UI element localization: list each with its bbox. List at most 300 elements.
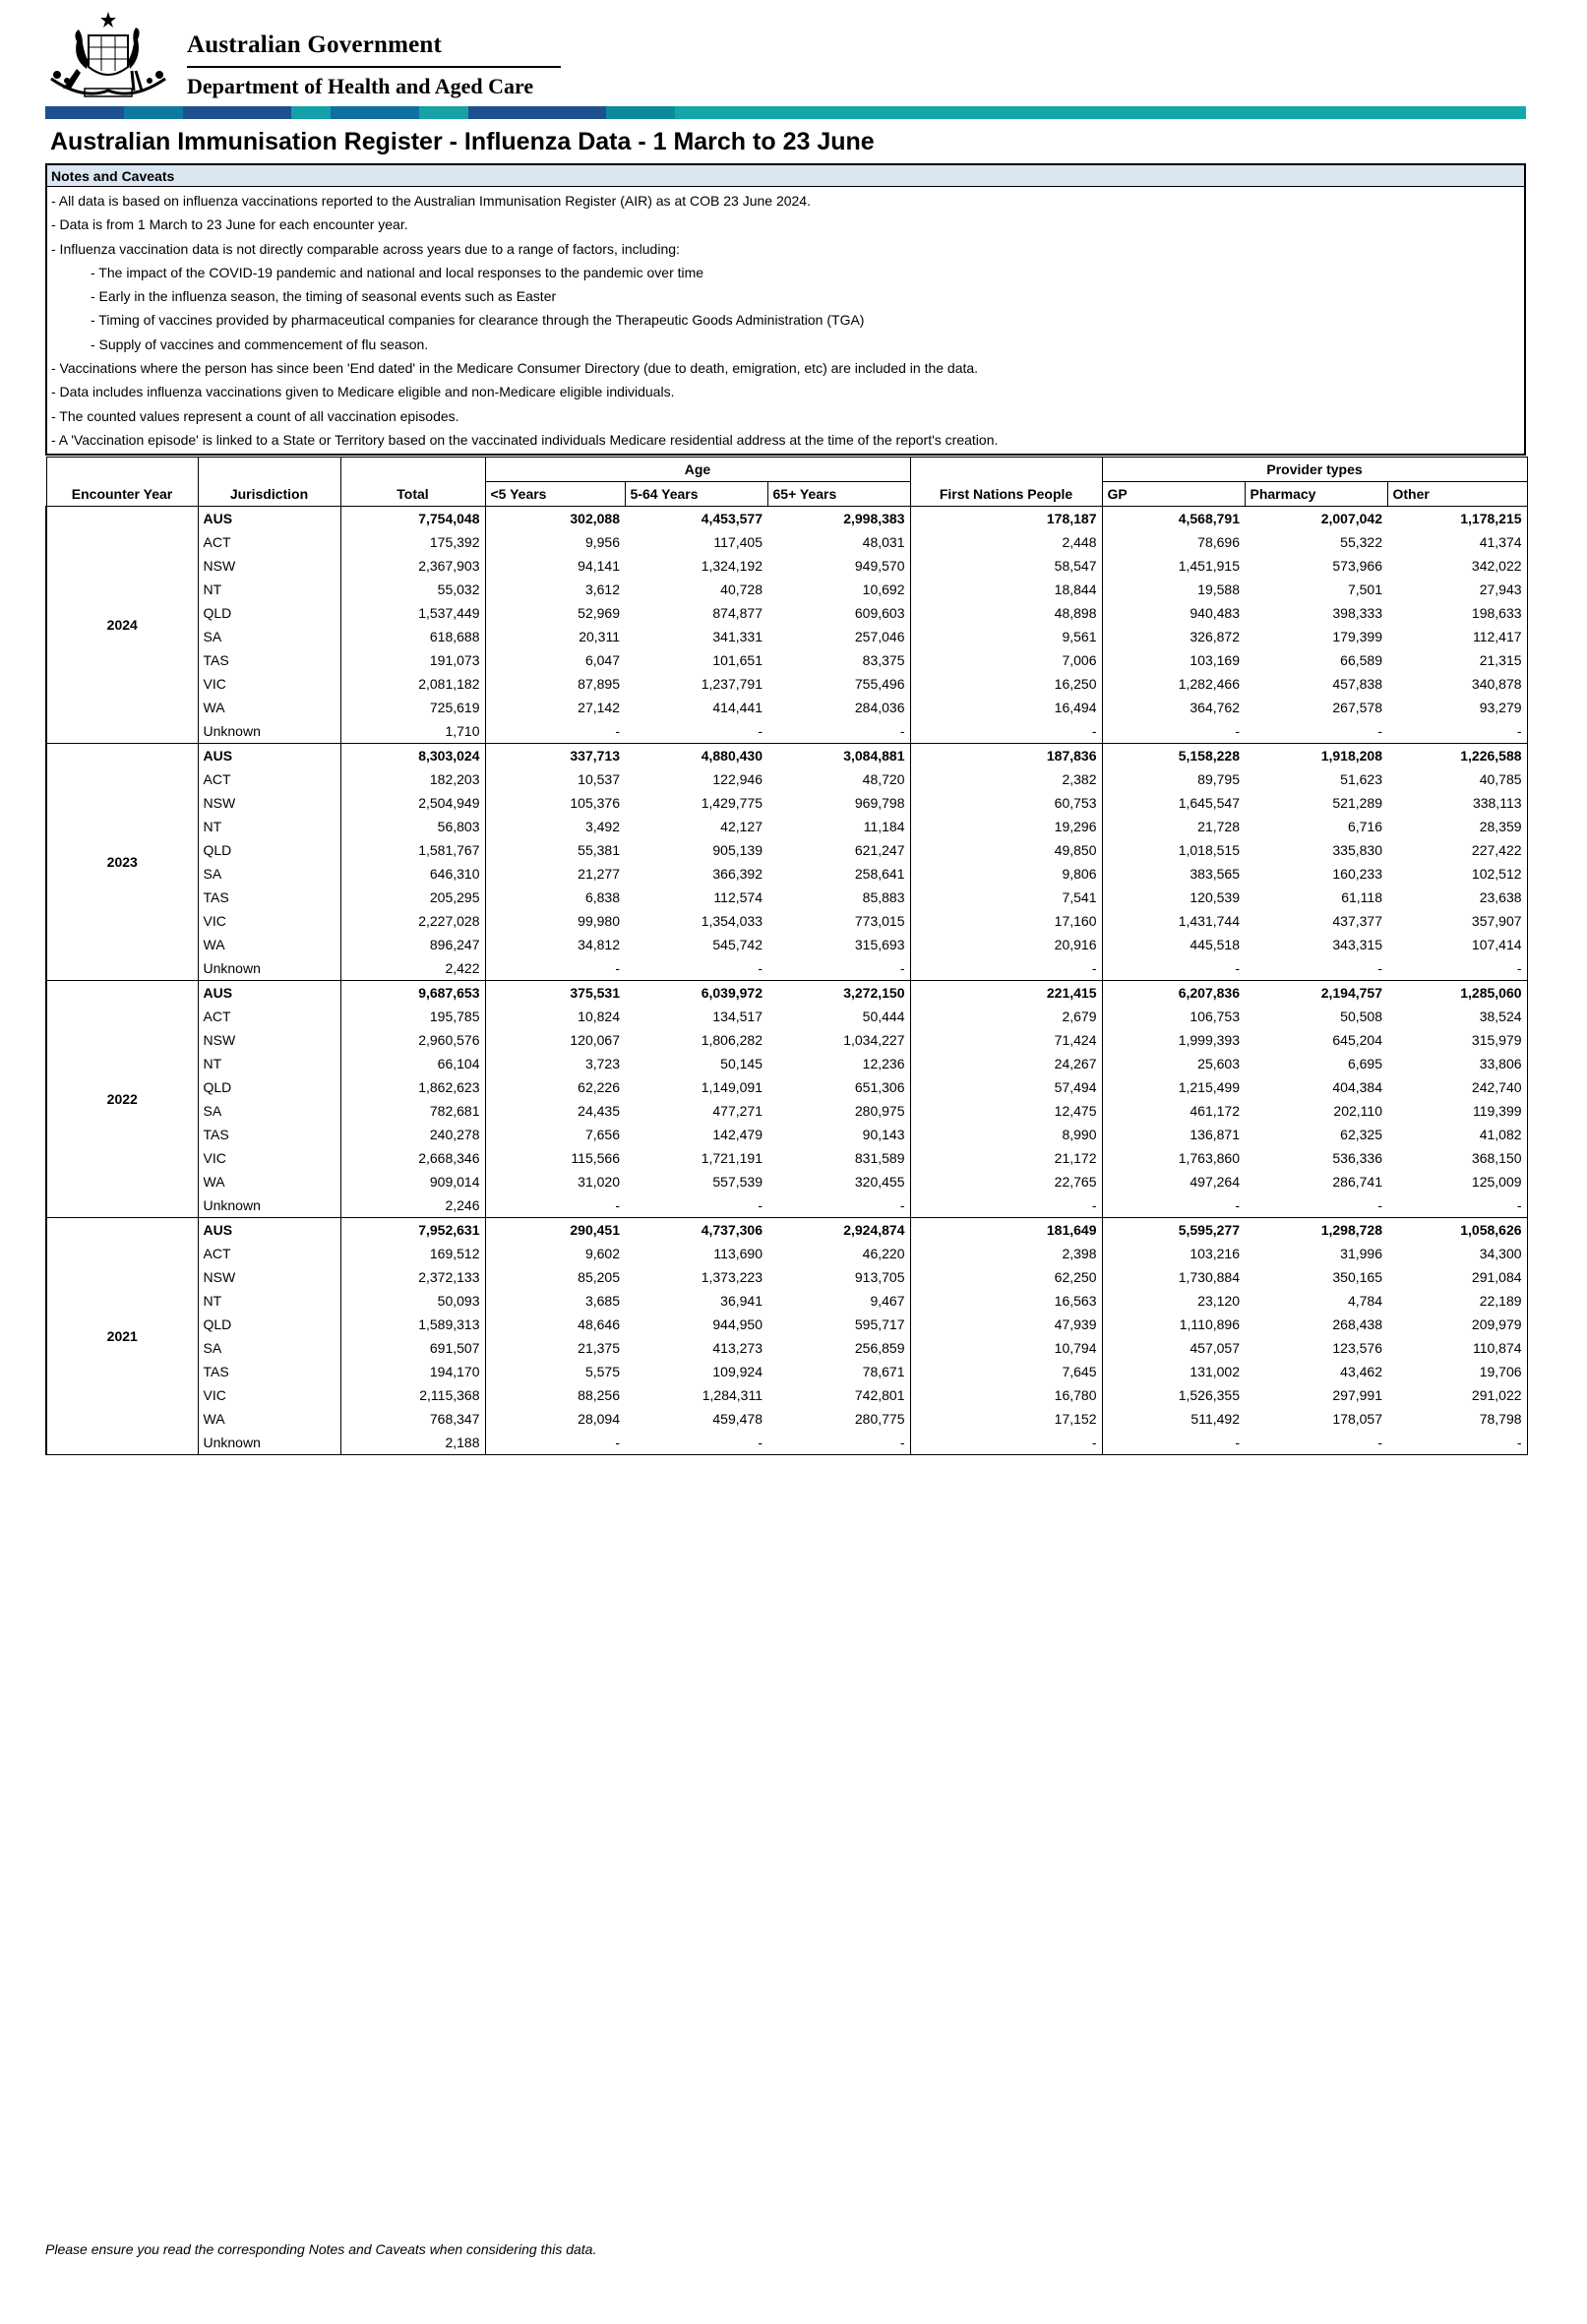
- cell-total: 2,227,028: [340, 909, 485, 933]
- cell-gp: 1,645,547: [1102, 791, 1245, 815]
- cell-total: 725,619: [340, 696, 485, 719]
- cell-total: 7,952,631: [340, 1218, 485, 1243]
- footer-note: Please ensure you read the corresponding Notes and Caveats when considering this data.: [45, 2241, 597, 2257]
- cell-pharmacy: 521,289: [1332, 795, 1382, 811]
- cell-pharmacy: 55,322: [1340, 534, 1382, 550]
- cell-first-nations: 2,448: [910, 530, 1102, 554]
- cell-first-nations: 12,475: [910, 1099, 1102, 1123]
- cell-pharmacy: 66,589: [1340, 652, 1382, 668]
- stripe-segment: [675, 106, 1526, 119]
- cell-other: 107,414: [1387, 933, 1527, 956]
- cell-first-nations: 181,649: [910, 1218, 1102, 1243]
- encounter-year-cell: 2022: [46, 981, 198, 1218]
- cell-gp: 457,057: [1102, 1336, 1245, 1360]
- table-row: [46, 909, 1527, 933]
- table-row: [46, 838, 1527, 862]
- cell-gp: 19,588: [1102, 578, 1245, 601]
- cell-gp: 23,120: [1102, 1289, 1245, 1313]
- cell-total: 191,073: [340, 648, 485, 672]
- cell-age-5-64: 117,405: [713, 534, 763, 550]
- cell-age-65-plus: 969,798: [854, 795, 905, 811]
- cell-other: 27,943: [1387, 578, 1527, 601]
- cell-other: 119,399: [1387, 1099, 1527, 1123]
- cell-under-5: 99,980: [485, 909, 625, 933]
- cell-total: 2,246: [340, 1193, 485, 1218]
- cell-age-5-64: 341,331: [712, 629, 763, 644]
- cell-gp: -: [1102, 719, 1245, 744]
- cell-other: 110,874: [1387, 1336, 1527, 1360]
- cell-gp: 103,216: [1102, 1242, 1245, 1265]
- cell-total: 9,687,653: [340, 981, 485, 1006]
- cell-age-5-64: 113,690: [713, 1246, 763, 1261]
- cell-jurisdiction: AUS: [198, 1218, 340, 1243]
- cell-age-5-64: 1,354,033: [701, 913, 763, 929]
- table-row: [46, 601, 1527, 625]
- cell-pharmacy: 31,996: [1340, 1246, 1382, 1261]
- cell-first-nations: 221,415: [910, 981, 1102, 1006]
- cell-jurisdiction: QLD: [198, 838, 340, 862]
- cell-jurisdiction: SA: [198, 862, 340, 886]
- cell-age-65-plus: -: [767, 956, 910, 981]
- table-row: [46, 672, 1527, 696]
- cell-age-5-64: 36,941: [720, 1293, 763, 1309]
- cell-age-65-plus: 256,859: [854, 1340, 905, 1356]
- stripe-segment: [606, 106, 675, 119]
- cell-first-nations: 16,494: [910, 696, 1102, 719]
- notes-list: [47, 187, 1524, 454]
- cell-jurisdiction: QLD: [198, 1075, 340, 1099]
- page-title: Australian Immunisation Register - Influenza Data - 1 March to 23 June: [50, 128, 875, 155]
- table-row: [46, 791, 1527, 815]
- cell-age-65-plus: -: [767, 1193, 910, 1218]
- cell-pharmacy: 179,399: [1332, 629, 1382, 644]
- cell-jurisdiction: NSW: [198, 554, 340, 578]
- col-gp: GP: [1102, 482, 1245, 507]
- cell-first-nations: 62,250: [910, 1265, 1102, 1289]
- cell-gp: -: [1102, 1193, 1245, 1218]
- stripe-segment: [291, 106, 331, 119]
- cell-gp: 5,158,228: [1102, 744, 1245, 768]
- cell-other: 340,878: [1387, 672, 1527, 696]
- cell-total: 2,372,133: [340, 1265, 485, 1289]
- table-row: [46, 1360, 1527, 1383]
- cell-age-65-plus: 9,467: [870, 1293, 905, 1309]
- cell-pharmacy: 62,325: [1340, 1127, 1382, 1142]
- cell-jurisdiction: ACT: [198, 767, 340, 791]
- cell-age-5-64: 1,284,311: [702, 1387, 763, 1403]
- cell-total: 55,032: [340, 578, 485, 601]
- cell-gp: 1,526,355: [1102, 1383, 1245, 1407]
- cell-age-5-64: 477,271: [712, 1103, 763, 1119]
- table-row: [46, 1170, 1527, 1193]
- cell-jurisdiction: AUS: [198, 744, 340, 768]
- cell-total: 195,785: [340, 1005, 485, 1028]
- stripe-segment: [419, 106, 468, 119]
- stripe-segment: [331, 106, 419, 119]
- cell-other: 41,082: [1387, 1123, 1527, 1146]
- cell-gp: 21,728: [1102, 815, 1245, 838]
- table-row: [46, 933, 1527, 956]
- cell-other: 291,022: [1387, 1383, 1527, 1407]
- table-row: [46, 530, 1527, 554]
- cell-total: 909,014: [340, 1170, 485, 1193]
- cell-under-5: 88,256: [485, 1383, 625, 1407]
- cell-first-nations: 9,806: [910, 862, 1102, 886]
- cell-under-5: 6,047: [485, 648, 625, 672]
- cell-age-65-plus: 48,031: [862, 534, 905, 550]
- cell-gp: 103,169: [1102, 648, 1245, 672]
- cell-age-5-64: 459,478: [712, 1411, 763, 1427]
- cell-under-5: 87,895: [485, 672, 625, 696]
- cell-under-5: 105,376: [485, 791, 625, 815]
- cell-under-5: 7,656: [485, 1123, 625, 1146]
- cell-total: 2,960,576: [340, 1028, 485, 1052]
- cell-age-65-plus: 595,717: [854, 1316, 905, 1332]
- table-row: [46, 1123, 1527, 1146]
- cell-pharmacy: 350,165: [1332, 1269, 1382, 1285]
- cell-age-65-plus: 3,272,150: [843, 985, 905, 1001]
- cell-total: 1,589,313: [340, 1313, 485, 1336]
- cell-age-5-64: 557,539: [712, 1174, 763, 1190]
- table-row: [46, 1407, 1527, 1431]
- cell-under-5: 10,824: [485, 1005, 625, 1028]
- note-line: - The impact of the COVID-19 pandemic and national and local responses to the pandemic over time: [91, 264, 704, 280]
- cell-pharmacy: 2,194,757: [1320, 985, 1382, 1001]
- table-row: [46, 1028, 1527, 1052]
- cell-age-5-64: 50,145: [720, 1056, 763, 1071]
- table-row: [46, 648, 1527, 672]
- cell-age-5-64: 122,946: [712, 771, 763, 787]
- cell-pharmacy: 160,233: [1332, 866, 1382, 882]
- cell-age-65-plus: 949,570: [854, 558, 905, 574]
- cell-age-5-64: 1,429,775: [701, 795, 763, 811]
- cell-gp: 136,871: [1102, 1123, 1245, 1146]
- table-row: [46, 815, 1527, 838]
- cell-age-65-plus: 2,998,383: [843, 511, 905, 526]
- cell-pharmacy: 202,110: [1333, 1103, 1382, 1119]
- cell-total: 691,507: [340, 1336, 485, 1360]
- cell-total: 1,710: [340, 719, 485, 744]
- cell-first-nations: 16,563: [910, 1289, 1102, 1313]
- table-row: [46, 1265, 1527, 1289]
- cell-total: 2,115,368: [340, 1383, 485, 1407]
- cell-jurisdiction: Unknown: [198, 956, 340, 981]
- cell-under-5: 27,142: [485, 696, 625, 719]
- cell-pharmacy: 335,830: [1332, 842, 1382, 858]
- table-row: [46, 1313, 1527, 1336]
- header-spacer: [46, 458, 198, 482]
- cell-total: 194,170: [340, 1360, 485, 1383]
- note-line: - Timing of vaccines provided by pharmaceutical companies for clearance through the Therapeutic Goods Administration (TGA): [91, 312, 865, 329]
- cell-pharmacy: 51,623: [1340, 771, 1382, 787]
- cell-first-nations: 19,296: [910, 815, 1102, 838]
- header-color-stripe: [45, 106, 1526, 119]
- cell-other: 1,058,626: [1387, 1218, 1527, 1243]
- cell-jurisdiction: NT: [198, 815, 340, 838]
- cell-jurisdiction: NT: [198, 1052, 340, 1075]
- cell-other: 315,979: [1387, 1028, 1527, 1052]
- col-5-64: 5-64 Years: [625, 482, 767, 507]
- cell-total: 8,303,024: [340, 744, 485, 768]
- cell-age-65-plus: 257,046: [854, 629, 905, 644]
- cell-jurisdiction: VIC: [198, 1383, 340, 1407]
- cell-age-5-64: 4,453,577: [701, 511, 763, 526]
- cell-jurisdiction: VIC: [198, 1146, 340, 1170]
- cell-gp: 1,110,896: [1102, 1313, 1245, 1336]
- cell-gp: 1,999,393: [1102, 1028, 1245, 1052]
- cell-total: 175,392: [340, 530, 485, 554]
- cell-age-65-plus: 12,236: [862, 1056, 905, 1071]
- cell-age-65-plus: 280,975: [854, 1103, 905, 1119]
- cell-first-nations: 47,939: [910, 1313, 1102, 1336]
- note-line: - Data includes influenza vaccinations given to Medicare eligible and non-Medicare eligible individuals.: [51, 384, 675, 400]
- cell-gp: -: [1102, 1431, 1245, 1455]
- cell-pharmacy: 50,508: [1340, 1009, 1382, 1024]
- cell-age-65-plus: 50,444: [862, 1009, 905, 1024]
- cell-total: 1,537,449: [340, 601, 485, 625]
- note-line: - Influenza vaccination data is not directly comparable across years due to a range of factors, including:: [51, 240, 680, 257]
- cell-jurisdiction: TAS: [198, 1123, 340, 1146]
- cell-age-65-plus: 773,015: [854, 913, 905, 929]
- note-line: - Vaccinations where the person has since been 'End dated' in the Medicare Consumer Directory (due to death, emigration, etc) are included in the data.: [51, 360, 979, 377]
- cell-age-65-plus: 831,589: [854, 1150, 905, 1166]
- cell-age-65-plus: -: [767, 719, 910, 744]
- cell-age-65-plus: 258,641: [854, 866, 905, 882]
- cell-first-nations: 10,794: [910, 1336, 1102, 1360]
- cell-pharmacy: 268,438: [1332, 1316, 1382, 1332]
- cell-jurisdiction: Unknown: [198, 719, 340, 744]
- cell-under-5: 48,646: [485, 1313, 625, 1336]
- table-row: [46, 1052, 1527, 1075]
- cell-first-nations: 58,547: [910, 554, 1102, 578]
- cell-other: 19,706: [1387, 1360, 1527, 1383]
- cell-pharmacy: -: [1245, 719, 1387, 744]
- header-spacer: [340, 458, 485, 482]
- cell-gp: 4,568,791: [1102, 507, 1245, 531]
- cell-under-5: 3,492: [485, 815, 625, 838]
- cell-age-5-64: 366,392: [712, 866, 763, 882]
- cell-under-5: 3,612: [485, 578, 625, 601]
- cell-other: -: [1387, 1193, 1527, 1218]
- cell-other: 21,315: [1387, 648, 1527, 672]
- cell-gp: 78,696: [1102, 530, 1245, 554]
- cell-pharmacy: -: [1245, 1193, 1387, 1218]
- col-other: Other: [1387, 482, 1527, 507]
- cell-under-5: 21,277: [485, 862, 625, 886]
- cell-gp: 1,431,744: [1102, 909, 1245, 933]
- cell-gp: 1,451,915: [1102, 554, 1245, 578]
- cell-pharmacy: 404,384: [1332, 1079, 1382, 1095]
- cell-age-5-64: 1,324,192: [701, 558, 763, 574]
- cell-gp: 1,282,466: [1102, 672, 1245, 696]
- cell-other: 125,009: [1387, 1170, 1527, 1193]
- cell-under-5: 55,381: [485, 838, 625, 862]
- cell-total: 240,278: [340, 1123, 485, 1146]
- cell-other: 1,178,215: [1387, 507, 1527, 531]
- table-row: [46, 1336, 1527, 1360]
- note-line: - All data is based on influenza vaccinations reported to the Australian Immunisation Register (AIR) as at COB 23 June 2024.: [51, 193, 811, 209]
- cell-first-nations: 22,765: [910, 1170, 1102, 1193]
- cell-total: 1,862,623: [340, 1075, 485, 1099]
- cell-under-5: 9,602: [485, 1242, 625, 1265]
- cell-jurisdiction: VIC: [198, 672, 340, 696]
- cell-first-nations: 48,898: [910, 601, 1102, 625]
- cell-age-5-64: -: [625, 1193, 767, 1218]
- cell-age-65-plus: 11,184: [863, 819, 905, 834]
- table-row: [46, 507, 1527, 531]
- cell-under-5: 21,375: [485, 1336, 625, 1360]
- cell-age-5-64: 40,728: [720, 581, 763, 597]
- cell-age-65-plus: 755,496: [854, 676, 905, 692]
- cell-age-65-plus: 284,036: [854, 700, 905, 715]
- header-spacer: [910, 458, 1102, 482]
- cell-first-nations: -: [910, 1431, 1102, 1455]
- cell-jurisdiction: TAS: [198, 886, 340, 909]
- cell-total: 7,754,048: [340, 507, 485, 531]
- cell-pharmacy: 178,057: [1332, 1411, 1382, 1427]
- encounter-year-cell: 2021: [46, 1218, 198, 1455]
- cell-gp: 6,207,836: [1102, 981, 1245, 1006]
- cell-other: 368,150: [1387, 1146, 1527, 1170]
- cell-pharmacy: 43,462: [1340, 1364, 1382, 1379]
- cell-first-nations: 24,267: [910, 1052, 1102, 1075]
- department-name: Department of Health and Aged Care: [187, 74, 534, 98]
- cell-age-5-64: 1,237,791: [701, 676, 763, 692]
- table-row: [46, 862, 1527, 886]
- cell-under-5: 28,094: [485, 1407, 625, 1431]
- cell-under-5: 120,067: [485, 1028, 625, 1052]
- cell-age-5-64: -: [625, 719, 767, 744]
- table-row: [46, 1005, 1527, 1028]
- cell-gp: 497,264: [1102, 1170, 1245, 1193]
- cell-age-65-plus: 48,720: [862, 771, 905, 787]
- cell-first-nations: 16,780: [910, 1383, 1102, 1407]
- cell-under-5: 337,713: [485, 744, 625, 768]
- table-row: [46, 886, 1527, 909]
- table-row: [46, 719, 1527, 744]
- cell-pharmacy: -: [1245, 1431, 1387, 1455]
- cell-pharmacy: 398,333: [1332, 605, 1382, 621]
- cell-first-nations: 71,424: [910, 1028, 1102, 1052]
- cell-pharmacy: -: [1245, 956, 1387, 981]
- cell-first-nations: 187,836: [910, 744, 1102, 768]
- cell-other: 23,638: [1387, 886, 1527, 909]
- cell-jurisdiction: SA: [198, 1336, 340, 1360]
- cell-jurisdiction: AUS: [198, 507, 340, 531]
- page-header: [43, 10, 1529, 108]
- cell-jurisdiction: TAS: [198, 648, 340, 672]
- cell-age-5-64: 134,517: [712, 1009, 763, 1024]
- cell-first-nations: 2,398: [910, 1242, 1102, 1265]
- cell-jurisdiction: NSW: [198, 791, 340, 815]
- cell-jurisdiction: ACT: [198, 530, 340, 554]
- cell-other: 1,285,060: [1387, 981, 1527, 1006]
- cell-age-65-plus: -: [767, 1431, 910, 1455]
- col-total: Total: [340, 482, 485, 507]
- cell-other: 1,226,588: [1387, 744, 1527, 768]
- cell-total: 646,310: [340, 862, 485, 886]
- cell-total: 896,247: [340, 933, 485, 956]
- col-pharmacy: Pharmacy: [1245, 482, 1387, 507]
- table-row: [46, 981, 1527, 1006]
- cell-under-5: 20,311: [485, 625, 625, 648]
- cell-gp: 1,018,515: [1102, 838, 1245, 862]
- cell-first-nations: 2,382: [910, 767, 1102, 791]
- cell-jurisdiction: AUS: [198, 981, 340, 1006]
- table-row: [46, 1146, 1527, 1170]
- cell-under-5: 52,969: [485, 601, 625, 625]
- table-row: [46, 1193, 1527, 1218]
- cell-under-5: -: [485, 956, 625, 981]
- stripe-segment: [183, 106, 291, 119]
- table-row: [46, 1075, 1527, 1099]
- cell-pharmacy: 6,695: [1347, 1056, 1382, 1071]
- cell-age-65-plus: 83,375: [862, 652, 905, 668]
- cell-under-5: 94,141: [485, 554, 625, 578]
- cell-gp: 89,795: [1102, 767, 1245, 791]
- cell-gp: 511,492: [1102, 1407, 1245, 1431]
- header-divider: [187, 66, 561, 68]
- cell-first-nations: -: [910, 956, 1102, 981]
- cell-under-5: 5,575: [485, 1360, 625, 1383]
- cell-pharmacy: 267,578: [1332, 700, 1382, 715]
- cell-under-5: -: [485, 1431, 625, 1455]
- cell-pharmacy: 343,315: [1332, 937, 1382, 952]
- cell-first-nations: 17,152: [910, 1407, 1102, 1431]
- cell-age-5-64: 874,877: [712, 605, 763, 621]
- cell-under-5: 9,956: [485, 530, 625, 554]
- cell-age-5-64: 944,950: [712, 1316, 763, 1332]
- cell-other: 227,422: [1387, 838, 1527, 862]
- table-row: [46, 554, 1527, 578]
- cell-gp: 364,762: [1102, 696, 1245, 719]
- cell-jurisdiction: VIC: [198, 909, 340, 933]
- cell-jurisdiction: NSW: [198, 1028, 340, 1052]
- cell-pharmacy: 297,991: [1332, 1387, 1382, 1403]
- cell-gp: 1,730,884: [1102, 1265, 1245, 1289]
- cell-other: 242,740: [1387, 1075, 1527, 1099]
- cell-other: 78,798: [1387, 1407, 1527, 1431]
- cell-under-5: 3,685: [485, 1289, 625, 1313]
- cell-pharmacy: 61,118: [1341, 889, 1382, 905]
- stripe-segment: [45, 106, 124, 119]
- cell-first-nations: 57,494: [910, 1075, 1102, 1099]
- cell-jurisdiction: SA: [198, 1099, 340, 1123]
- cell-jurisdiction: WA: [198, 1170, 340, 1193]
- cell-under-5: 62,226: [485, 1075, 625, 1099]
- col-65-plus: 65+ Years: [767, 482, 910, 507]
- cell-other: 38,524: [1387, 1005, 1527, 1028]
- cell-gp: 120,539: [1102, 886, 1245, 909]
- cell-gp: 106,753: [1102, 1005, 1245, 1028]
- cell-jurisdiction: NSW: [198, 1265, 340, 1289]
- cell-age-5-64: 42,127: [720, 819, 763, 834]
- cell-other: 342,022: [1387, 554, 1527, 578]
- cell-other: -: [1387, 956, 1527, 981]
- cell-under-5: 290,451: [485, 1218, 625, 1243]
- cell-other: 357,907: [1387, 909, 1527, 933]
- col-under-5: <5 Years: [485, 482, 625, 507]
- cell-jurisdiction: WA: [198, 696, 340, 719]
- cell-age-65-plus: 651,306: [854, 1079, 905, 1095]
- cell-total: 2,422: [340, 956, 485, 981]
- table-row: [46, 625, 1527, 648]
- cell-pharmacy: 6,716: [1347, 819, 1382, 834]
- cell-first-nations: 60,753: [910, 791, 1102, 815]
- cell-other: 209,979: [1387, 1313, 1527, 1336]
- cell-first-nations: 7,006: [910, 648, 1102, 672]
- table-row: [46, 1383, 1527, 1407]
